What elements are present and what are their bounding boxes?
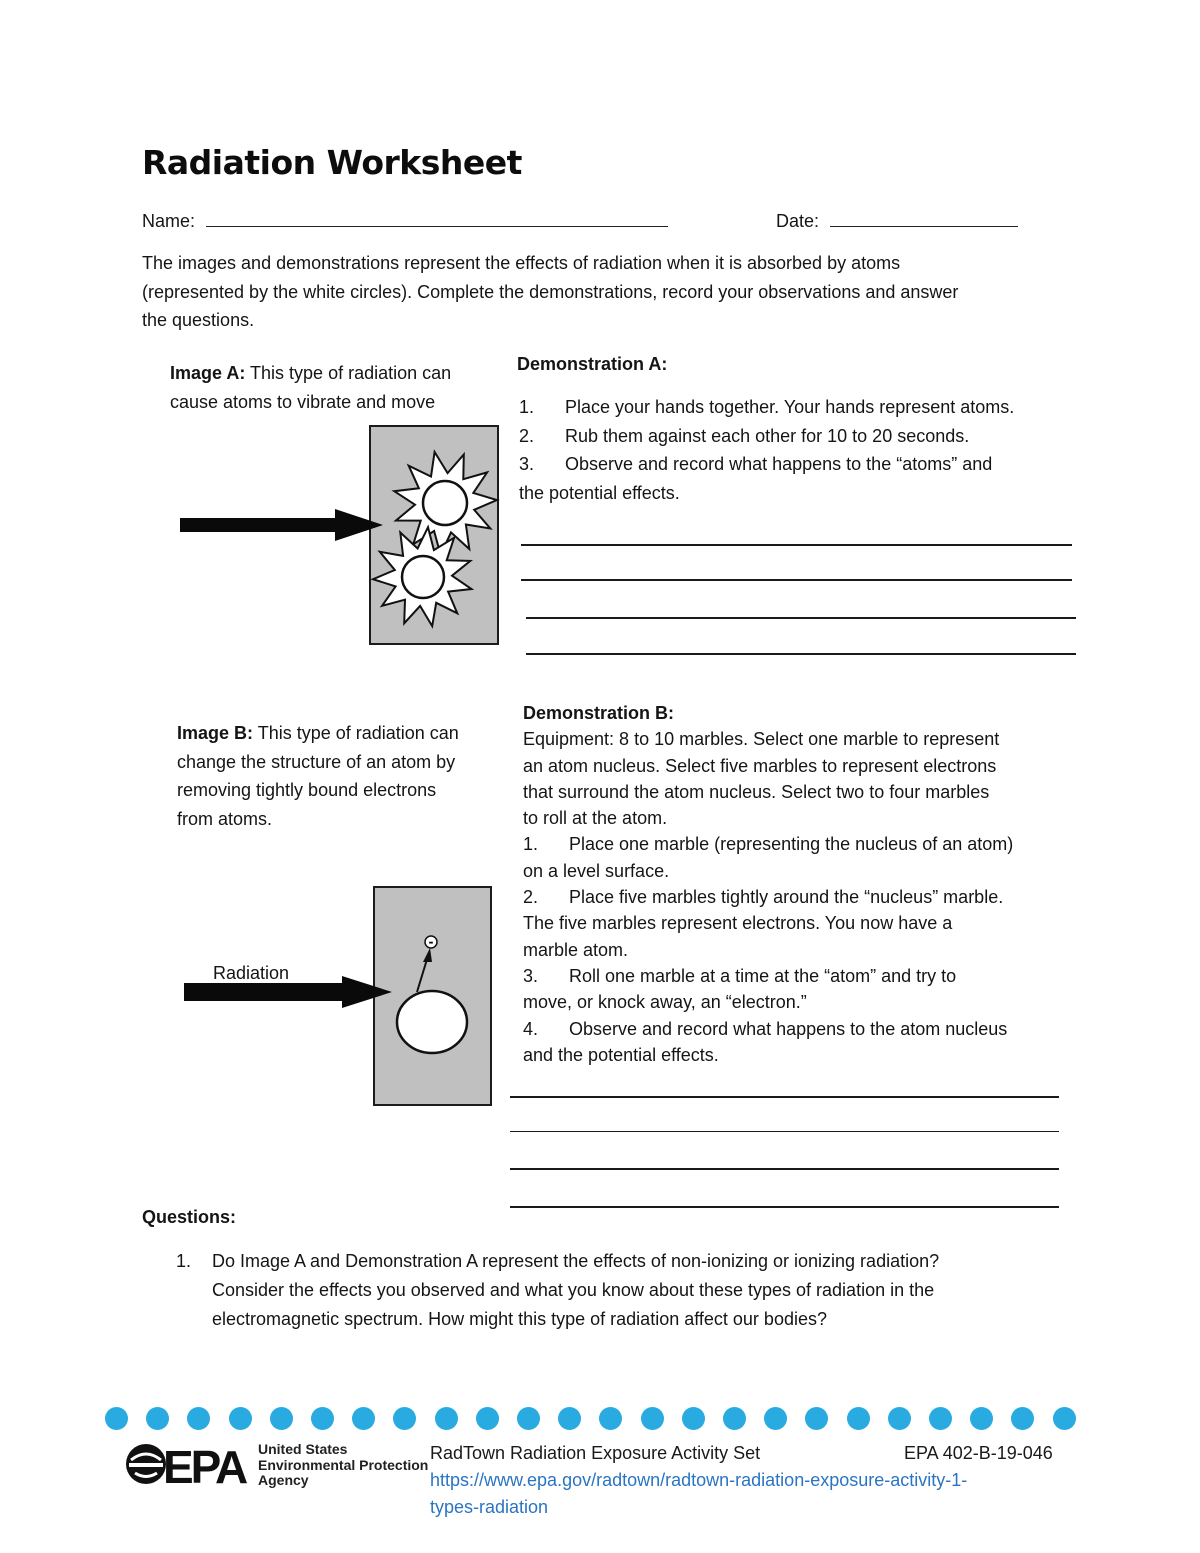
decorative-dot xyxy=(229,1407,252,1430)
decorative-dot xyxy=(435,1407,458,1430)
answer-line-b[interactable] xyxy=(510,1096,1059,1098)
image-a-caption xyxy=(170,359,451,416)
intro-paragraph xyxy=(142,249,958,335)
footer-url-link[interactable]: https://www.epa.gov/radtown/radtown-radiation-exposure-activity-1- types-radiation xyxy=(430,1470,968,1517)
image-b-caption-text: change the structure of an atom by xyxy=(177,751,456,772)
demo-a-step: 3. Observe and record what happens to the “atoms” and xyxy=(519,454,993,474)
intro-line: the questions. xyxy=(142,310,255,330)
answer-line-a[interactable] xyxy=(526,653,1076,655)
decorative-dot xyxy=(723,1407,746,1430)
radiation-arrow-label: Radiation xyxy=(213,963,290,983)
answer-line-b[interactable] xyxy=(510,1168,1059,1170)
date-blank[interactable] xyxy=(830,206,1018,227)
atom-circle xyxy=(402,556,444,598)
answer-line-a[interactable] xyxy=(521,544,1072,546)
answer-line-a[interactable] xyxy=(521,579,1072,581)
decorative-dot xyxy=(599,1407,622,1430)
decorative-dot xyxy=(970,1407,993,1430)
demo-b-step-cont: marble atom. xyxy=(523,939,629,960)
question-number: 1. xyxy=(176,1251,192,1271)
demo-b-step: 1. Place one marble (representing the nucleus of an atom) xyxy=(523,834,1014,855)
decorative-dot xyxy=(393,1407,416,1430)
electron-path-arrowhead xyxy=(423,948,432,962)
decorative-dot xyxy=(641,1407,664,1430)
radiation-arrow xyxy=(180,509,383,541)
name-blank[interactable] xyxy=(206,206,668,227)
demo-a-step-cont: the potential effects. xyxy=(519,482,680,503)
decorative-dot xyxy=(847,1407,870,1430)
decorative-dot xyxy=(311,1407,334,1430)
demo-b-step-cont: and the potential effects. xyxy=(523,1044,719,1065)
questions-heading: Questions: xyxy=(142,1207,237,1227)
electron-sign: - xyxy=(428,935,434,949)
demo-b-step-cont: The five marbles represent electrons. You now have a xyxy=(523,913,953,934)
question-text: Do Image A and Demonstration A represent the effects of non-ionizing or ionizing radiation? xyxy=(212,1251,940,1271)
demo-b-step: 2. Place five marbles tightly around the “nucleus” marble. xyxy=(523,887,1004,908)
decorative-dot xyxy=(476,1407,499,1430)
image-b-figure xyxy=(180,886,500,1111)
demo-b-text: to roll at the atom. xyxy=(523,808,668,829)
question-text: Consider the effects you observed and what you know about these types of radiation in the xyxy=(212,1280,935,1300)
demo-b-heading: Demonstration B: xyxy=(523,703,675,723)
intro-line: (represented by the white circles). Complete the demonstrations, record your observations and answer xyxy=(142,281,959,302)
image-b-caption-text: from atoms. xyxy=(177,808,273,829)
atom-circle xyxy=(423,481,467,525)
page-title: Radiation Worksheet xyxy=(142,143,522,182)
intro-line: The images and demonstrations represent the effects of radiation when it is absorbed by atoms xyxy=(142,253,901,273)
decorative-dot xyxy=(682,1407,705,1430)
question-1 xyxy=(176,1247,939,1334)
demo-a-step: 1. Place your hands together. Your hands represent atoms. xyxy=(519,397,1015,417)
image-a-label: Image A: xyxy=(170,363,246,383)
footer-doc-number: EPA 402-B-19-046 xyxy=(904,1443,1053,1463)
decorative-dot xyxy=(805,1407,828,1430)
decorative-dot xyxy=(1053,1407,1076,1430)
demo-b-block xyxy=(523,700,1013,1068)
demo-a-steps xyxy=(519,393,1014,507)
decorative-dot xyxy=(888,1407,911,1430)
epa-logo-icon xyxy=(125,1440,255,1490)
demo-b-text: that surround the atom nucleus. Select two to four marbles xyxy=(523,781,990,802)
demo-b-step: 3. Roll one marble at a time at the “atom” and try to xyxy=(523,965,957,986)
image-b-caption xyxy=(177,719,459,833)
answer-line-a[interactable] xyxy=(526,617,1076,619)
decorative-dot xyxy=(517,1407,540,1430)
decorative-dot xyxy=(352,1407,375,1430)
decorative-dot xyxy=(764,1407,787,1430)
decorative-dot xyxy=(105,1407,128,1430)
name-label: Name: xyxy=(142,211,196,231)
image-b-label: Image B: xyxy=(177,723,254,743)
decorative-dot xyxy=(929,1407,952,1430)
image-a-figure xyxy=(170,425,510,650)
footer-series-title: RadTown Radiation Exposure Activity Set xyxy=(430,1443,761,1463)
image-a-caption-text: cause atoms to vibrate and move xyxy=(170,391,436,412)
decorative-dot xyxy=(146,1407,169,1430)
decorative-dot xyxy=(1011,1407,1034,1430)
epa-agency-name: United States Environmental Protection Agency xyxy=(258,1441,429,1488)
demo-a-step: 2. Rub them against each other for 10 to 20 seconds. xyxy=(519,425,970,446)
decorative-dot xyxy=(270,1407,293,1430)
decorative-dot-row xyxy=(105,1407,1075,1431)
demo-b-step-cont: move, or knock away, an “electron.” xyxy=(523,992,807,1013)
question-text: electromagnetic spectrum. How might this type of radiation affect our bodies? xyxy=(212,1309,827,1329)
demo-b-text: an atom nucleus. Select five marbles to represent electrons xyxy=(523,755,997,776)
date-field-row xyxy=(776,206,1018,236)
answer-line-b[interactable] xyxy=(510,1206,1059,1208)
answer-line-b[interactable] xyxy=(510,1131,1059,1132)
decorative-dot xyxy=(187,1407,210,1430)
image-b-caption-text: This type of radiation can xyxy=(253,723,459,743)
decorative-dot xyxy=(558,1407,581,1430)
demo-b-text: Equipment: 8 to 10 marbles. Select one marble to represent xyxy=(523,729,1000,750)
image-b-caption-text: removing tightly bound electrons xyxy=(177,780,437,800)
demo-a-heading: Demonstration A: xyxy=(517,354,668,374)
demo-b-step: 4. Observe and record what happens to the atom nucleus xyxy=(523,1018,1008,1039)
date-label: Date: xyxy=(776,211,820,231)
name-field-row xyxy=(142,206,668,236)
image-a-caption-text: This type of radiation can xyxy=(245,363,452,383)
demo-b-step-cont: on a level surface. xyxy=(523,860,670,881)
atom-nucleus xyxy=(397,991,467,1053)
epa-logo-text: EPA xyxy=(163,1441,246,1490)
